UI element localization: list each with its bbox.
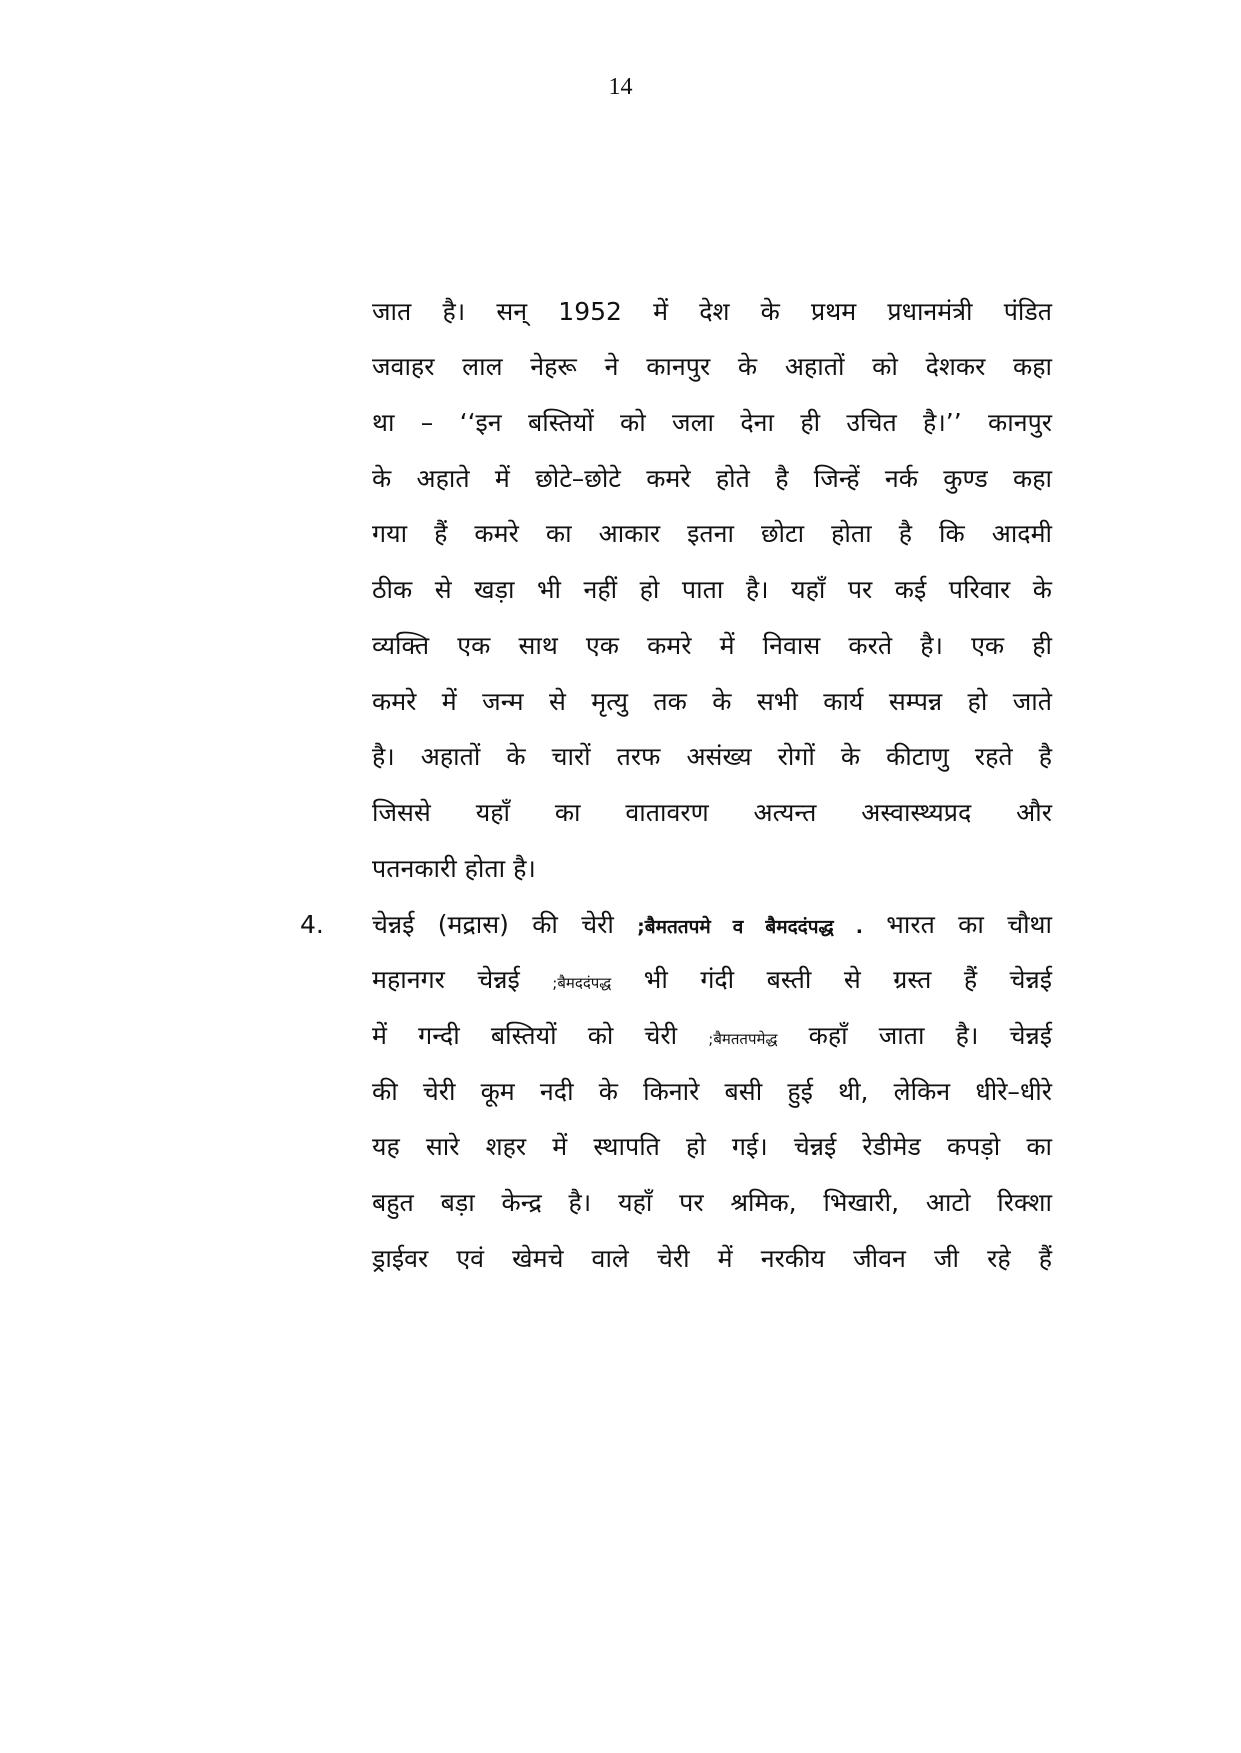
garbled-glyph-text: ;बैमततपमे व बैमददंपद्ध . [637, 916, 863, 938]
garbled-glyph-text: ;बैमततपमेद्ध [708, 1030, 778, 1048]
line-text: भारत का चौथा [862, 910, 1052, 939]
section-line [372, 960, 1052, 1000]
list-item-number: 4. [300, 910, 324, 939]
line-text: चेन्नई (मद्रास) की चेरी [372, 910, 638, 939]
line-text: कहाँ जाता है। चेन्नई [777, 1021, 1052, 1050]
section-line: की चेरी कूम नदी के किनारे बसी हुई थी, लेकिन धीरे–धीरे [372, 1077, 1052, 1106]
section-line: ड्राईवर एवं खेमचे वाले चेरी में नरकीय जीवन जी रहे हैं [372, 1244, 1052, 1273]
paragraph-line: जिससे यहाँ का वातावरण अत्यन्त अस्वास्थ्यप्रद और [372, 798, 1052, 827]
section-line: बहुत बड़ा केन्द्र है। यहाँ पर श्रमिक, भिखारी, आटो रिक्शा [372, 1188, 1052, 1217]
section-line [372, 1016, 1052, 1056]
paragraph-line: ठीक से खड़ा भी नहीं हो पाता है। यहाँ पर कई परिवार के [372, 575, 1052, 604]
line-text: भी गंदी बस्ती से ग्रस्त हैं चेन्नई [611, 965, 1052, 994]
garbled-glyph-text: ;बैमददंपद्ध [552, 974, 612, 992]
page-number: 14 [608, 74, 633, 100]
paragraph-line: जवाहर लाल नेहरू ने कानपुर के अहातों को देशकर कहा [372, 352, 1052, 381]
paragraph-line: पतनकारी होता है। [372, 854, 536, 883]
paragraph-line: के अहाते में छोटे–छोटे कमरे होते है जिन्हें नर्क कुण्ड कहा [372, 464, 1052, 493]
paragraph-line: गया हैं कमरे का आकार इतना छोटा होता है कि आदमी [372, 519, 1052, 548]
paragraph-line: जात है। सन् 1952 में देश के प्रथम प्रधानमंत्री पंडित [372, 297, 1052, 326]
line-text: में गन्दी बस्तियों को चेरी [372, 1021, 709, 1050]
section-line: यह सारे शहर में स्थापति हो गई। चेन्नई रेडीमेड कपड़ो का [372, 1132, 1052, 1161]
paragraph-line: व्यक्ति एक साथ एक कमरे में निवास करते है। एक ही [372, 631, 1052, 660]
section-line [372, 905, 1052, 945]
paragraph-line: है। अहातों के चारों तरफ असंख्य रोगों के कीटाणु रहते है [372, 742, 1052, 771]
paragraph-line: कमरे में जन्म से मृत्यु तक के सभी कार्य सम्पन्न हो जाते [372, 687, 1052, 716]
line-text: महानगर चेन्नई [372, 965, 553, 994]
paragraph-line: था – ‘‘इन बस्तियों को जला देना ही उचित है।’’ कानपुर [372, 408, 1052, 437]
